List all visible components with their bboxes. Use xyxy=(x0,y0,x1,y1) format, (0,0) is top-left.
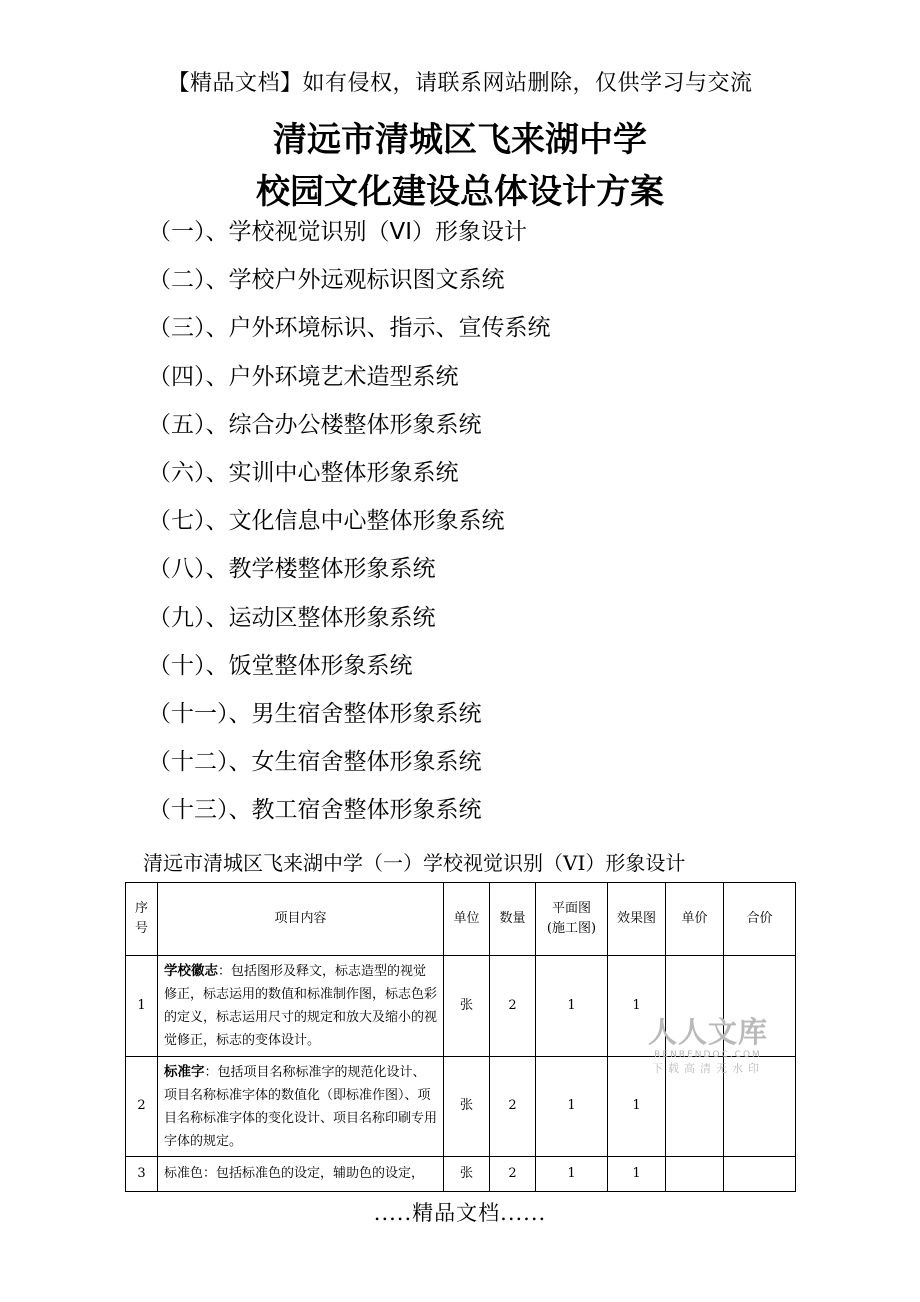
header-plan-line1: 平面图 xyxy=(551,900,591,916)
toc-item: （三）、户外环境标识、指示、宣传系统 xyxy=(148,315,551,342)
watermark-logo xyxy=(644,1015,772,1077)
table-of-contents xyxy=(148,212,551,838)
toc-item: （一）、学校视觉识别（VI）形象设计 xyxy=(148,219,528,245)
cell-unit: 张 xyxy=(444,1157,490,1192)
table-header-row xyxy=(126,883,796,956)
watermark-domain-text: RENRENDOC.COM xyxy=(654,1050,762,1060)
cell-content xyxy=(158,1056,444,1157)
toc-item: （八）、教学楼整体形象系统 xyxy=(148,556,436,583)
cell-qty: 2 xyxy=(490,956,536,1057)
watermark-main-text: 人人文库 xyxy=(647,1015,768,1049)
table-row xyxy=(126,1157,796,1192)
toc-item: （九）、运动区整体形象系统 xyxy=(148,604,436,631)
cell-content xyxy=(158,956,444,1057)
document-title-line1: 清远市清城区飞来湖中学 xyxy=(273,120,647,160)
toc-item: （四）、户外环境艺术造型系统 xyxy=(148,363,459,390)
cell-desc: 标准色：包括标准色的设定，辅助色的设定， xyxy=(164,1166,425,1182)
cell-unit: 张 xyxy=(444,1056,490,1157)
header-effect: 效果图 xyxy=(608,883,666,956)
cell-price xyxy=(666,1157,724,1192)
cell-effect: 1 xyxy=(608,1157,666,1192)
header-unit: 单位 xyxy=(444,883,490,956)
cell-effect: 1 xyxy=(608,956,666,1057)
cell-seq: 2 xyxy=(126,1056,158,1157)
table-caption: 清远市清城区飞来湖中学（一）学校视觉识别（VI）形象设计 xyxy=(143,851,686,875)
watermark-sub-text: 下载高清无水印 xyxy=(652,1062,764,1075)
cell-seq: 1 xyxy=(126,956,158,1057)
toc-item: （十）、饭堂整体形象系统 xyxy=(148,652,413,679)
toc-item: （六）、实训中心整体形象系统 xyxy=(148,459,459,486)
cell-effect: 1 xyxy=(608,1056,666,1157)
header-plan xyxy=(536,883,608,956)
toc-item: （十三）、教工宿舍整体形象系统 xyxy=(148,797,482,824)
toc-item: （二）、学校户外远观标识图文系统 xyxy=(148,267,505,294)
document-title-line2: 校园文化建设总体设计方案 xyxy=(256,172,664,212)
toc-item: （五）、综合办公楼整体形象系统 xyxy=(148,411,482,438)
header-seq xyxy=(126,883,158,956)
page-footer: .....精品文档...... xyxy=(373,1201,547,1225)
cell-keyword: 标准字 xyxy=(164,1063,205,1080)
header-seq-line2: 号 xyxy=(134,921,148,936)
cell-plan: 1 xyxy=(536,1056,608,1157)
toc-item: （七）、文化信息中心整体形象系统 xyxy=(148,508,505,535)
cell-qty: 2 xyxy=(490,1157,536,1192)
cell-seq: 3 xyxy=(126,1157,158,1192)
toc-item: （十二）、女生宿舍整体形象系统 xyxy=(148,749,482,776)
header-plan-line2: (施工图) xyxy=(546,921,597,936)
cell-keyword: 学校徽志 xyxy=(164,963,218,979)
header-seq-line1: 序 xyxy=(134,900,148,916)
cell-content xyxy=(158,1157,444,1192)
cell-plan: 1 xyxy=(536,1157,608,1192)
cell-unit: 张 xyxy=(444,956,490,1057)
toc-item: （十一）、男生宿舍整体形象系统 xyxy=(148,700,482,727)
header-price: 单价 xyxy=(666,883,724,956)
header-qty: 数量 xyxy=(490,883,536,956)
cell-desc: ：包括项目名称标准字的规范化设计、项目名称标准字体的数值化（即标准作图）、项目名称标准字体的变化设计、项目名称印刷专用字体的规定。 xyxy=(164,1064,438,1149)
cell-qty: 2 xyxy=(490,1056,536,1157)
cell-desc: ：包括图形及释文，标志造型的视觉修正，标志运用的数值和标准制作图，标志色彩的定义，标志运用尺寸的规定和放大及缩小的视觉修正，标志的变体设计。 xyxy=(164,964,438,1049)
header-content: 项目内容 xyxy=(158,883,444,956)
header-total: 合价 xyxy=(724,883,796,956)
cell-plan: 1 xyxy=(536,956,608,1057)
cell-total xyxy=(724,1157,796,1192)
page-header-banner: 【精品文档】如有侵权，请联系网站删除，仅供学习与交流 xyxy=(167,71,753,96)
